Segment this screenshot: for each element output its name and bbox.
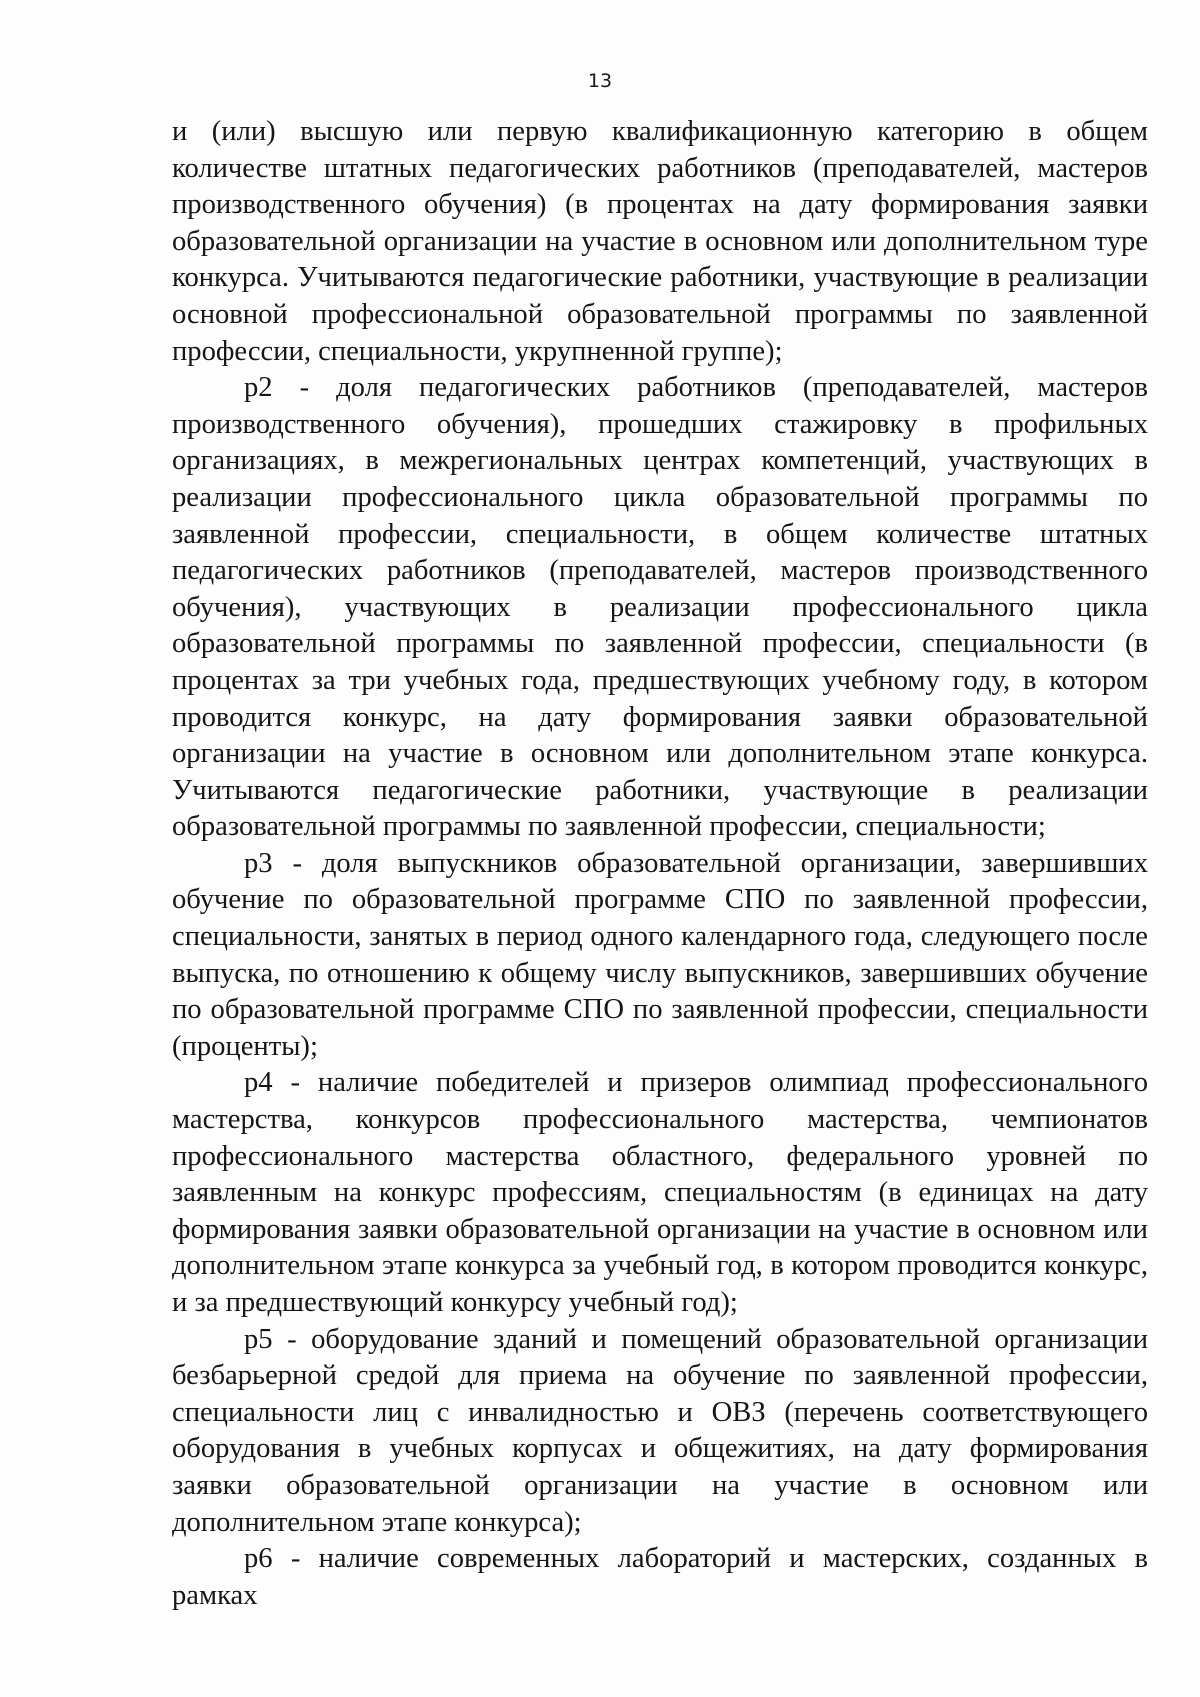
paragraph-p6: p6 - наличие современных лабораторий и мастерских, созданных в рамках	[172, 1543, 1148, 1611]
document-body	[172, 114, 1148, 1614]
paragraph-p3: p3 - доля выпускников образовательной организации, завершивших обучение по образовательной программе СПО по заявленной профессии, специальности, занятых в период одного календарного года, следующего после выпуска, по отношению к общему числу выпускников, завершивших обучение по образовательной программе СПО по заявленной профессии, специальности (проценты);	[172, 847, 1148, 1062]
page-number: 13	[587, 70, 613, 92]
paragraph-p4: p4 - наличие победителей и призеров олимпиад профессионального мастерства, конкурсов профессионального мастерства, чемпионатов профессионального мастерства областного, федерального уровней по заявленным на конкурс профессиям, специальностям (в единицах на дату формирования заявки образовательной организации на участие в основном или дополнительном этапе конкурса за учебный год, в котором проводится конкурс, и за предшествующий конкурсу учебный год);	[172, 1067, 1148, 1318]
paragraph-p5: p5 - оборудование зданий и помещений образовательной организации безбарьерной средой для приема на обучение по заявленной профессии, специальности лиц с инвалидностью и ОВЗ (перечень соответствующего оборудования в учебных корпусах и общежитиях, на дату формирования заявки образовательной организации на участие в основном или дополнительном этапе конкурса);	[172, 1323, 1148, 1538]
paragraph-p2: p2 - доля педагогических работников (преподавателей, мастеров производственного обучения), прошедших стажировку в профильных организациях, в межрегиональных центрах компетенций, участвующих в реализации профессионального цикла образовательной программы по заявленной профессии, специальности, в общем количестве штатных педагогических работников (преподавателей, мастеров производственного обучения), участвующих в реализации профессионального цикла образовательной программы по заявленной профессии, специальности (в процентах за три учебных года, предшествующих учебному году, в котором проводится конкурс, на дату формирования заявки образовательной организации на участие в основном или дополнительном этапе конкурса. Учитываются педагогические работники, участвующие в реализации образовательной программы по заявленной профессии, специальности;	[172, 372, 1148, 843]
paragraph-continuation: и (или) высшую или первую квалификационную категорию в общем количестве штатных педагогических работников (преподавателей, мастеров производственного обучения) (в процентах на дату формирования заявки образовательной организации на участие в основном или дополнительном туре конкурса. Учитываются педагогические работники, участвующие в реализации основной профессиональной образовательной программы по заявленной профессии, специальности, укрупненной группе);	[172, 116, 1148, 367]
